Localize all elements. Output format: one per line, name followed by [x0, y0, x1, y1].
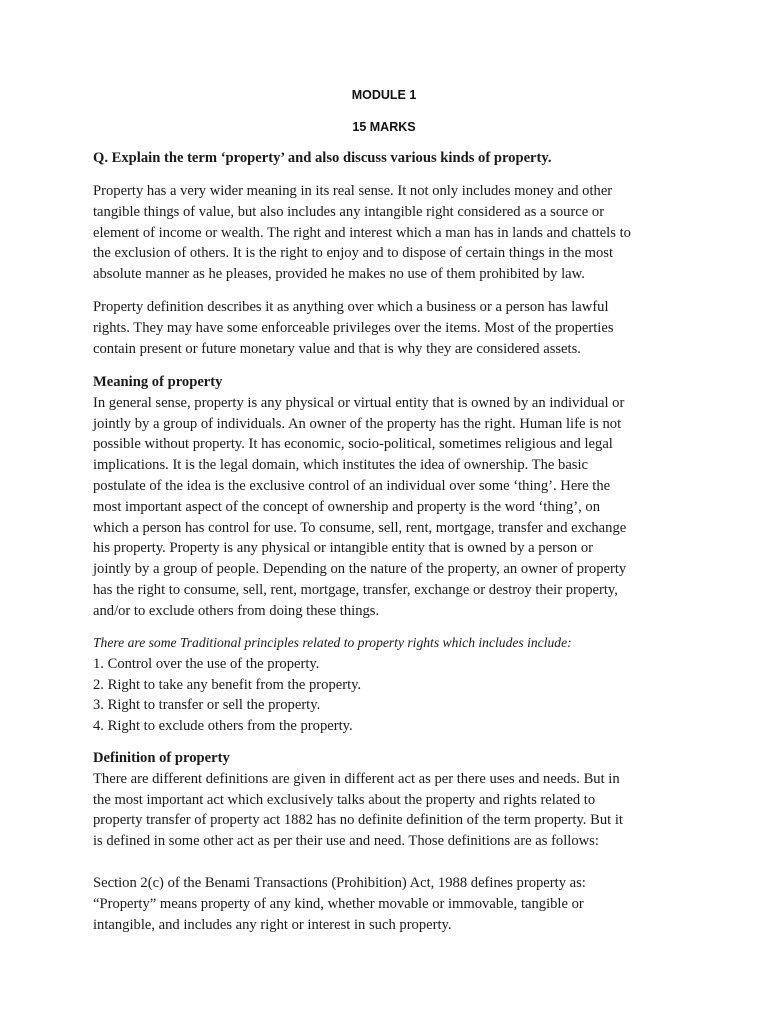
- paragraph-line: intangible, and includes any right or interest in such property.: [93, 916, 452, 933]
- principle-item: 4. Right to exclude others from the property.: [93, 718, 353, 735]
- principles-intro: There are some Traditional principles related to property rights which includes include:: [93, 635, 572, 650]
- principles-section: [93, 633, 683, 737]
- module-heading: MODULE 1: [351, 88, 417, 102]
- paragraph-line: is defined in some other act as per their use and need. Those definitions are as follows:: [93, 833, 599, 850]
- paragraph-line: which a person has control for use. To consume, sell, rent, mortgage, transfer and exchange: [93, 519, 627, 536]
- definition-heading: Definition of property: [93, 750, 230, 766]
- paragraph-line: “Property” means property of any kind, whether movable or immovable, tangible or: [93, 895, 584, 912]
- paragraph-line: and/or to exclude others from doing these things.: [93, 602, 380, 619]
- principle-item: 3. Right to transfer or sell the property.: [93, 697, 321, 714]
- marks-heading: 15 MARKS: [352, 120, 416, 134]
- paragraph-line: Property definition describes it as anything over which a business or a person has lawful: [93, 299, 609, 315]
- paragraph-line: element of income or wealth. The right and interest which a man has in lands and chattels to: [93, 224, 631, 241]
- paragraph-line: Property has a very wider meaning in its real sense. It not only includes money and other: [93, 183, 613, 199]
- paragraph-line: There are different definitions are given in different act as per there uses and needs. But in: [93, 770, 620, 787]
- intro-paragraph: [93, 181, 683, 285]
- paragraph-line: has the right to consume, sell, rent, mortgage, transfer, exchange or destroy their property,: [93, 581, 618, 598]
- paragraph-line: jointly by a group of individuals. An owner of the property has the right. Human life is not: [93, 415, 622, 432]
- paragraph-line: possible without property. It has economic, socio-political, sometimes religious and legal: [93, 436, 613, 453]
- paragraph-line: the exclusion of others. It is the right to enjoy and to dispose of certain things in the most: [93, 245, 614, 262]
- paragraph-line: Section 2(c) of the Benami Transactions (Prohibition) Act, 1988 defines property as:: [93, 875, 586, 891]
- definition-paragraph: [93, 297, 683, 359]
- question-title: [93, 148, 683, 169]
- principle-item: 1. Control over the use of the property.: [93, 655, 320, 672]
- paragraph-line: property transfer of property act 1882 has no definite definition of the term property. But it: [93, 812, 623, 829]
- principle-item: 2. Right to take any benefit from the property.: [93, 676, 362, 693]
- paragraph-line: rights. They may have some enforceable privileges over the items. Most of the properties: [93, 319, 614, 336]
- paragraph-line: implications. It is the legal domain, which institutes the idea of ownership. The basic: [93, 457, 589, 474]
- paragraph-line: absolute manner as he pleases, provided he makes no use of them prohibited by law.: [93, 266, 585, 283]
- paragraph-line: the most important act which exclusively talks about the property and rights related to: [93, 791, 596, 808]
- meaning-section: [93, 372, 683, 622]
- paragraph-line: his property. Property is any physical or intangible entity that is owned by a person or: [93, 540, 594, 557]
- paragraph-line: jointly by a group of people. Depending on the nature of the property, an owner of property: [93, 561, 627, 578]
- paragraph-line: contain present or future monetary value and that is why they are considered assets.: [93, 340, 581, 357]
- benami-section: [93, 873, 683, 935]
- paragraph-line: most important aspect of the concept of ownership and property is the word ‘thing’, on: [93, 498, 601, 515]
- paragraph-line: tangible things of value, but also includes any intangible right considered as a source or: [93, 203, 605, 220]
- question-text: Q. Explain the term ‘property’ and also discuss various kinds of property.: [93, 150, 552, 166]
- paragraph-line: postulate of the idea is the exclusive control of an individual over some ‘thing’. Here the: [93, 477, 611, 494]
- definition-section: [93, 748, 683, 852]
- paragraph-line: In general sense, property is any physical or virtual entity that is owned by an individual or: [93, 394, 625, 411]
- meaning-heading: Meaning of property: [93, 374, 223, 390]
